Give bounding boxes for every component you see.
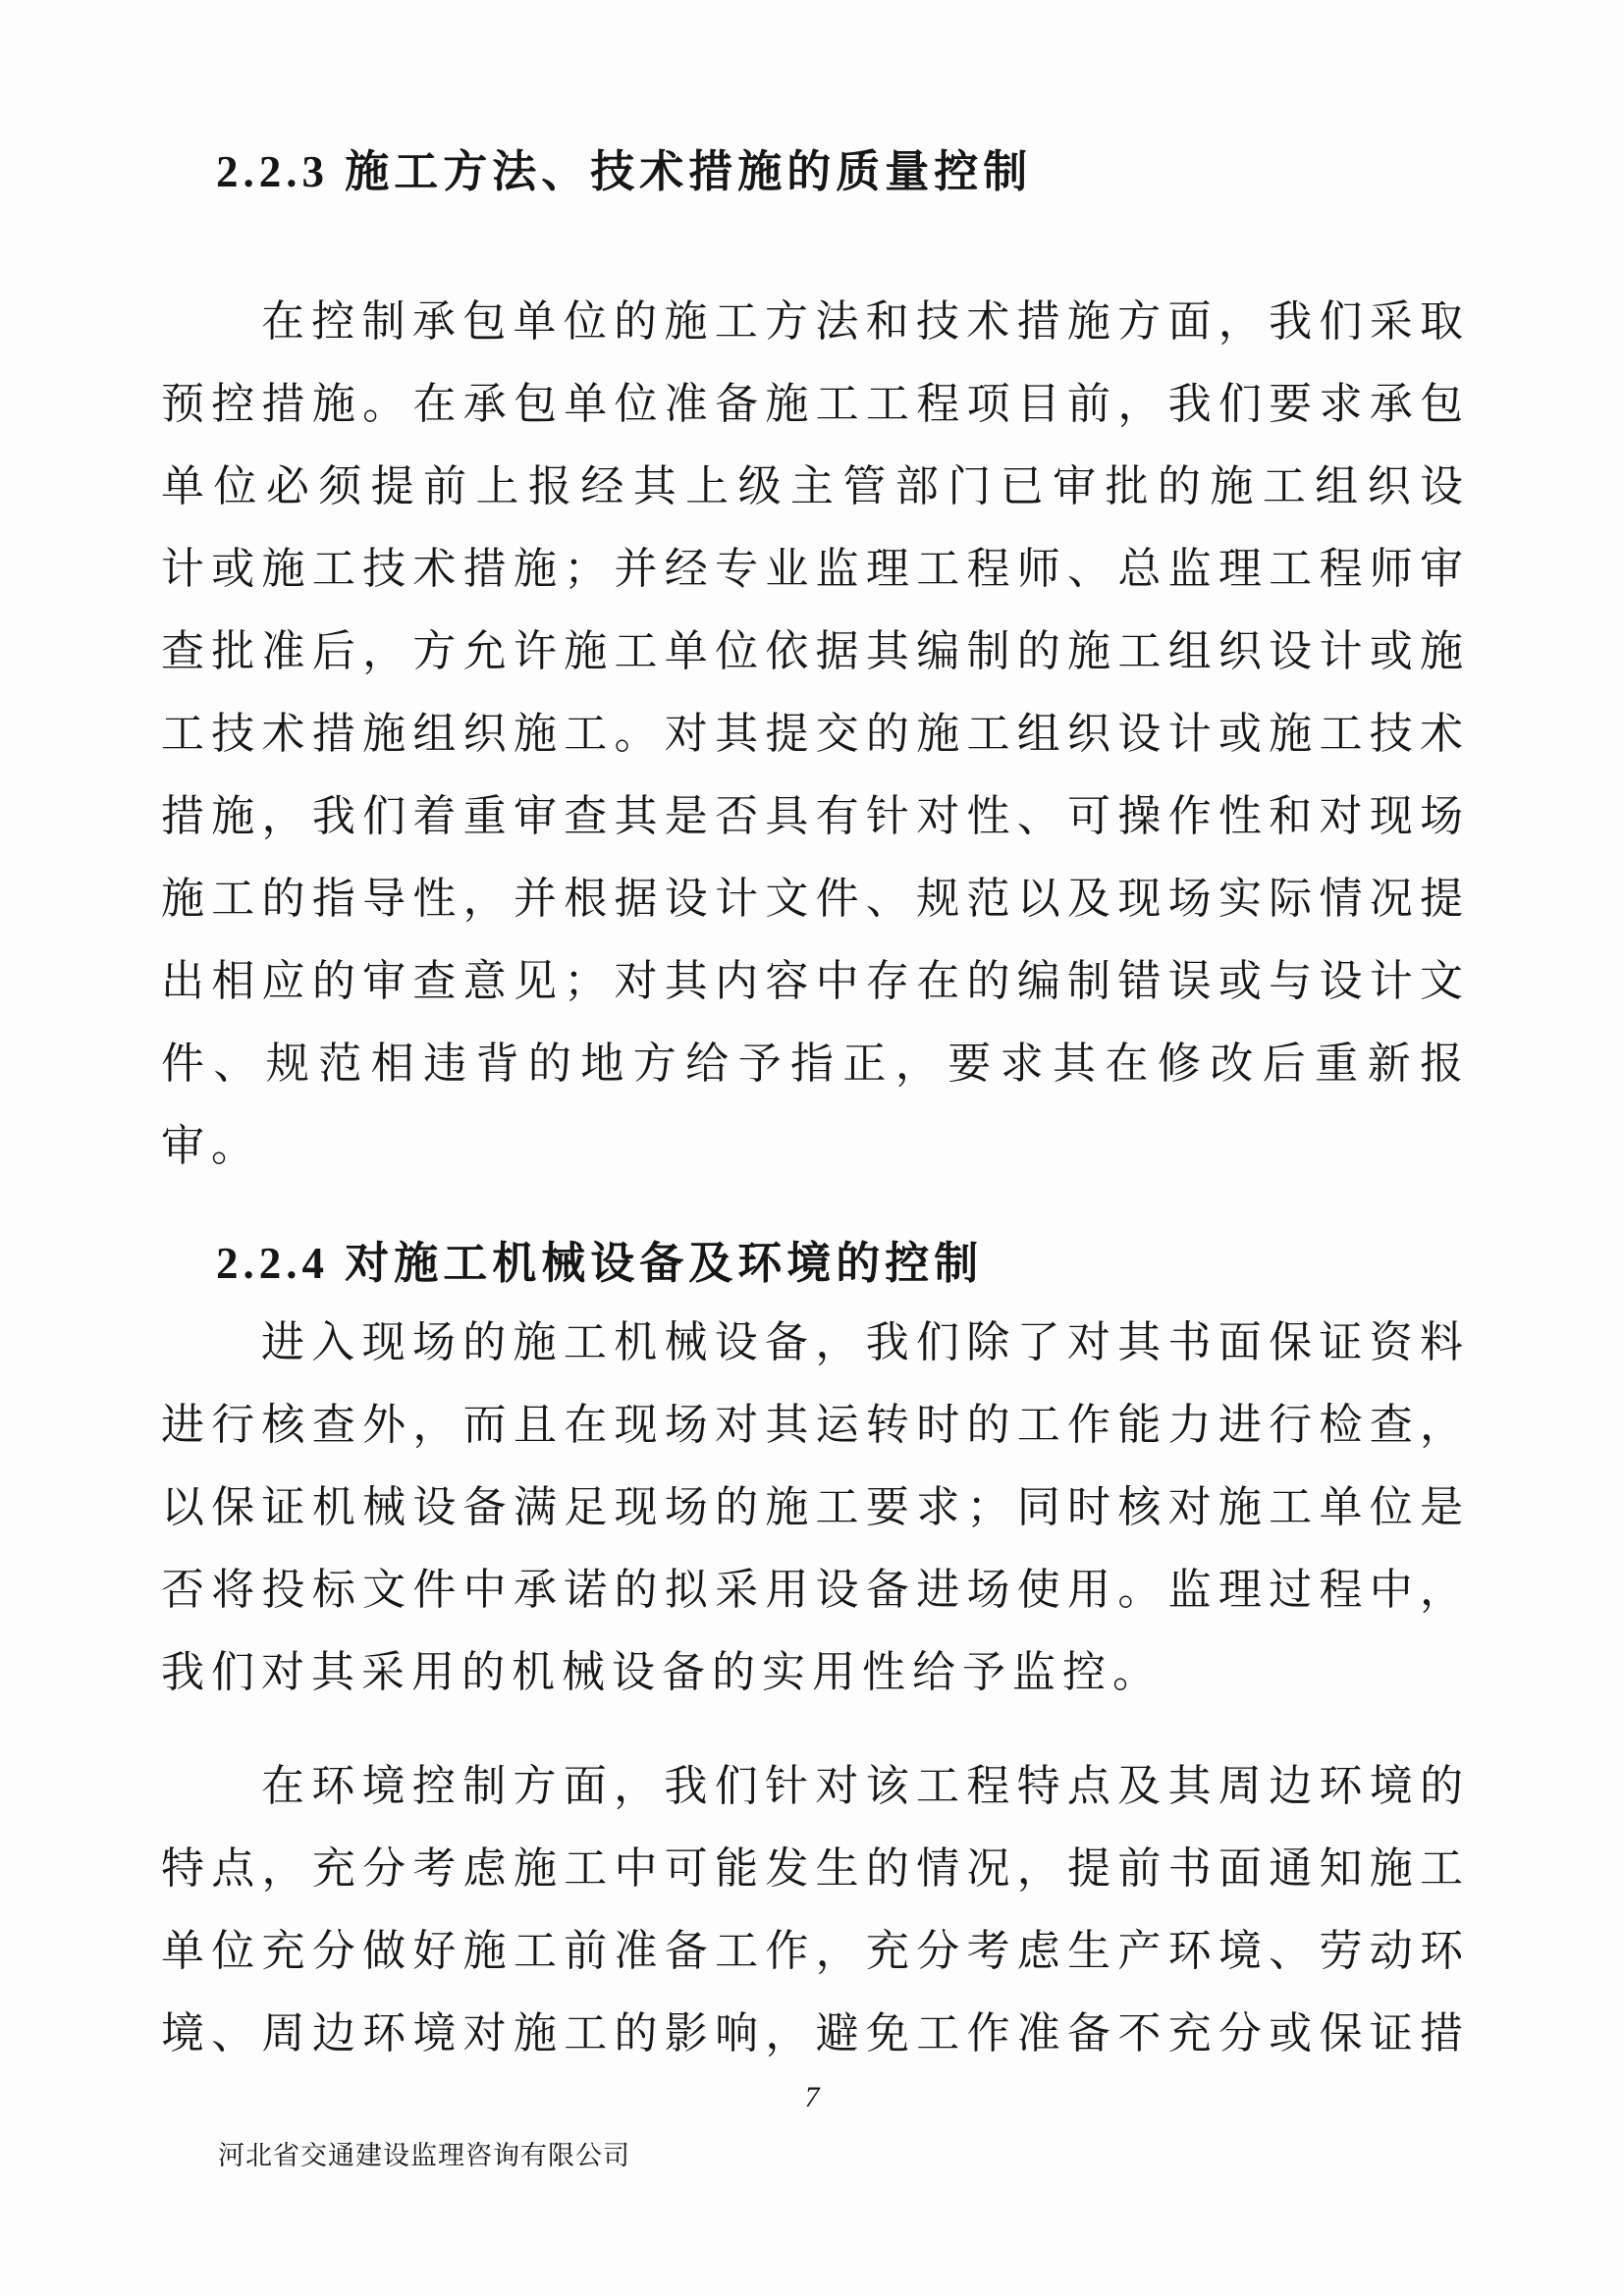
body-line: 工技术措施组织施工。对其提交的施工组织设计或施工技术 bbox=[161, 710, 1463, 758]
body-line: 预控措施。在承包单位准备施工工程项目前，我们要求承包 bbox=[161, 380, 1463, 428]
body-line: 措施，我们着重审查其是否具有针对性、可操作性和对现场 bbox=[161, 792, 1463, 840]
body-line: 进入现场的施工机械设备，我们除了对其书面保证资料 bbox=[261, 1318, 1463, 1366]
section-heading-223: 2.2.3 施工方法、技术措施的质量控制 bbox=[216, 147, 1033, 196]
paragraph-quality-control bbox=[161, 281, 1463, 1188]
body-line: 出相应的审查意见；对其内容中存在的编制错误或与设计文 bbox=[161, 957, 1463, 1005]
body-line: 施工的指导性，并根据设计文件、规范以及现场实际情况提 bbox=[161, 875, 1463, 923]
body-line: 查批准后，方允许施工单位依据其编制的施工组织设计或施 bbox=[161, 627, 1463, 675]
paragraph-environment-control bbox=[161, 1745, 1463, 2075]
body-line: 单位必须提前上报经其上级主管部门已审批的施工组织设 bbox=[161, 462, 1463, 510]
body-line: 在环境控制方面，我们针对该工程特点及其周边环境的 bbox=[261, 1762, 1463, 1810]
body-line: 进行核查外，而且在现场对其运转时的工作能力进行检查， bbox=[161, 1401, 1463, 1449]
body-line: 境、周边环境对施工的影响，避免工作准备不充分或保证措 bbox=[161, 2009, 1463, 2057]
section-heading-224: 2.2.4 对施工机械设备及环境的控制 bbox=[216, 1239, 984, 1288]
body-line: 在控制承包单位的施工方法和技术措施方面，我们采取 bbox=[261, 297, 1463, 346]
body-line: 我们对其采用的机械设备的实用性给予监控。 bbox=[161, 1648, 1163, 1696]
page-number: 7 bbox=[804, 2081, 820, 2113]
body-line: 审。 bbox=[161, 1122, 261, 1170]
body-line: 单位充分做好施工前准备工作，充分考虑生产环境、劳动环 bbox=[161, 1927, 1463, 1975]
body-line: 件、规范相违背的地方给予指正，要求其在修改后重新报 bbox=[161, 1040, 1463, 1088]
body-line: 否将投标文件中承诺的拟采用设备进场使用。监理过程中， bbox=[161, 1566, 1463, 1614]
body-line: 计或施工技术措施；并经专业监理工程师、总监理工程师审 bbox=[161, 545, 1463, 593]
paragraph-machinery-control bbox=[161, 1302, 1463, 1714]
body-line: 特点，充分考虑施工中可能发生的情况，提前书面通知施工 bbox=[161, 1844, 1463, 1893]
body-line: 以保证机械设备满足现场的施工要求；同时核对施工单位是 bbox=[161, 1483, 1463, 1531]
footer-company-name: 河北省交通建设监理咨询有限公司 bbox=[218, 2141, 630, 2170]
